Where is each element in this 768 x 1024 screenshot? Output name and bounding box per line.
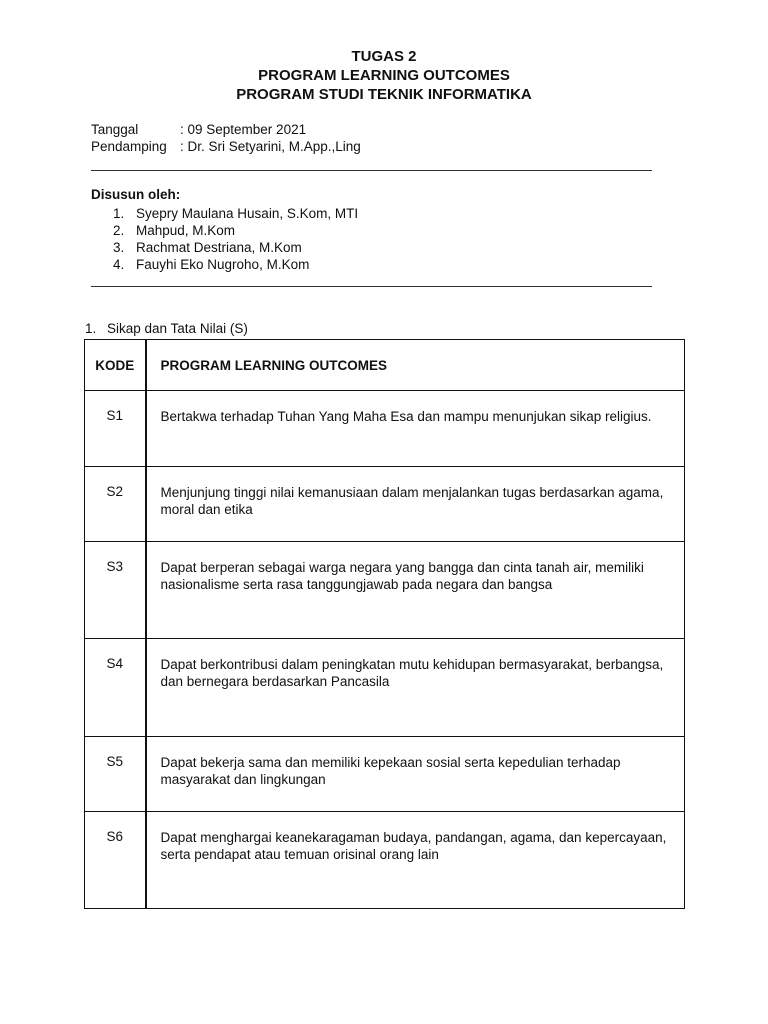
row-code: S3	[85, 542, 146, 639]
date-label: Tanggal	[91, 122, 139, 137]
row-code: S5	[85, 737, 146, 812]
author-number: 1.	[113, 206, 125, 221]
table-row	[85, 737, 685, 812]
title-line-2: PROGRAM LEARNING OUTCOMES	[258, 67, 510, 84]
row-code: S1	[85, 391, 146, 467]
author-item	[113, 256, 358, 273]
authors-heading: Disusun oleh:	[91, 187, 181, 202]
mentor-row	[91, 138, 361, 155]
table-row	[85, 391, 685, 467]
table-header-row	[85, 340, 685, 391]
title-line-1: TUGAS 2	[351, 48, 417, 65]
date-row	[91, 121, 361, 138]
table-row	[85, 467, 685, 542]
table-row	[85, 812, 685, 909]
table-row	[85, 542, 685, 639]
author-name: Syepry Maulana Husain, S.Kom, MTI	[136, 206, 359, 221]
author-name: Fauyhi Eko Nugroho, M.Kom	[136, 257, 310, 272]
document-title	[0, 47, 768, 104]
section-number: 1.	[85, 321, 97, 336]
author-name: Rachmat Destriana, M.Kom	[136, 240, 302, 255]
mentor-label: Pendamping	[91, 139, 167, 154]
section-title: Sikap dan Tata Nilai (S)	[107, 321, 248, 336]
header-outcome: PROGRAM LEARNING OUTCOMES	[146, 340, 685, 391]
author-number: 3.	[113, 240, 125, 255]
row-text: Bertakwa terhadap Tuhan Yang Maha Esa dan mampu menunjukan sikap religius.	[146, 391, 685, 467]
divider-line	[91, 286, 652, 287]
row-text: Dapat menghargai keanekaragaman budaya, pandangan, agama, dan kepercayaan, serta pendapat atau temuan orisinal orang lain	[146, 812, 685, 909]
authors-list	[113, 205, 358, 273]
row-text: Menjunjung tinggi nilai kemanusiaan dalam menjalankan tugas berdasarkan agama, moral dan etika	[146, 467, 685, 542]
row-text: Dapat berkontribusi dalam peningkatan mutu kehidupan bermasyarakat, berbangsa, dan bernegara berdasarkan Pancasila	[146, 639, 685, 737]
outcomes-table	[84, 339, 685, 909]
title-line-3: PROGRAM STUDI TEKNIK INFORMATIKA	[236, 86, 532, 103]
row-text: Dapat berperan sebagai warga negara yang bangga dan cinta tanah air, memiliki nasionalisme serta rasa tanggungjawab pada negara dan bangsa	[146, 542, 685, 639]
row-code: S4	[85, 639, 146, 737]
header-code: KODE	[85, 340, 146, 391]
divider-line	[91, 170, 652, 171]
mentor-value: : Dr. Sri Setyarini, M.App.,Ling	[180, 139, 361, 154]
author-number: 2.	[113, 223, 125, 238]
author-item	[113, 205, 358, 222]
author-number: 4.	[113, 257, 125, 272]
section-heading	[85, 321, 248, 336]
date-value: : 09 September 2021	[180, 122, 307, 137]
row-code: S2	[85, 467, 146, 542]
table-row	[85, 639, 685, 737]
row-code: S6	[85, 812, 146, 909]
author-item	[113, 239, 358, 256]
row-text: Dapat bekerja sama dan memiliki kepekaan sosial serta kepedulian terhadap masyarakat dan lingkungan	[146, 737, 685, 812]
document-meta	[91, 121, 361, 155]
author-name: Mahpud, M.Kom	[136, 223, 236, 238]
author-item	[113, 222, 358, 239]
